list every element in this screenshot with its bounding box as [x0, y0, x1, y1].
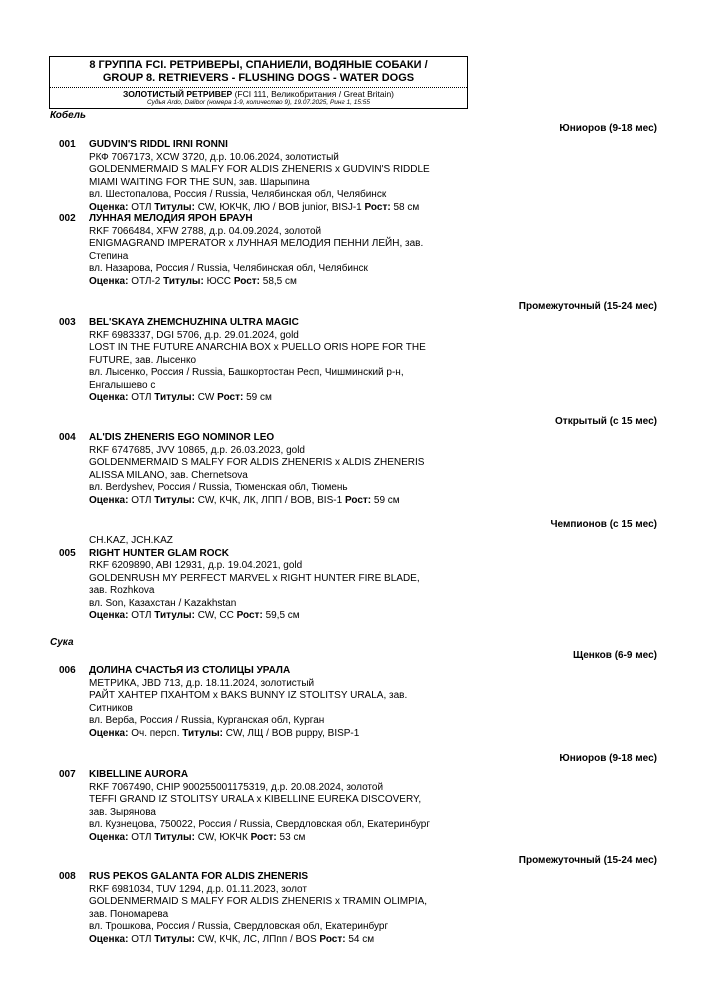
class-heading: Юниоров (9-18 мес): [559, 123, 657, 134]
group-title-ru: 8 ГРУППА FCI. РЕТРИВЕРЫ, СПАНИЕЛИ, ВОДЯНЫЕ СОБАКИ /: [89, 59, 428, 71]
entry-line: зав. Rozhkova: [89, 585, 155, 596]
entry-line: RKF 6209890, ABI 12931, д.р. 19.04.2021, gold: [89, 560, 303, 571]
entry-line: RKF 6983337, DGI 5706, д.р. 29.01.2024, gold: [89, 329, 299, 341]
entry-number: 007: [59, 769, 76, 780]
entry-line: вл. Трошкова, Россия / Russia, Свердловская обл, Екатеринбург: [89, 921, 389, 932]
entry-line: вл. Son, Казахстан / Kazakhstan: [89, 597, 237, 609]
entry-line: RKF 6747685, JVV 10865, д.р. 26.03.2023, gold: [89, 444, 305, 456]
entry-result: Оценка: ОТЛ Титулы: CW, CC Рост: 59,5 см: [89, 610, 300, 621]
class-heading: Промежуточный (15-24 мес): [518, 301, 657, 312]
entry-line: Степина: [89, 250, 129, 262]
dog-name: ЛУННАЯ МЕЛОДИЯ ЯРОН БРАУН: [89, 213, 253, 224]
judge-info: Судья Ardo, Dalibor (номера 1-9, количество 9), 19.07.2025, Ринг 1, 15:55: [147, 99, 370, 106]
section-male: Кобель: [50, 110, 86, 121]
entry-number: 002: [59, 213, 76, 224]
entry-result: Оценка: ОТЛ Титулы: CW Рост: 59 см: [89, 392, 272, 403]
entry-line: вл. Шестопалова, Россия / Russia, Челябинская обл, Челябинск: [89, 189, 387, 200]
entry-number: 006: [59, 665, 76, 676]
entry-line: РАЙТ ХАНТЕР ПХАНТОМ x BAKS BUNNY IZ STOLITSY URALA, зав.: [89, 690, 408, 701]
entry-line: ENIGMAGRAND IMPERATOR x ЛУННАЯ МЕЛОДИЯ ПЕННИ ЛЕЙН, зав.: [89, 238, 424, 249]
entry-line: RKF 7067490, CHIP 900255001175319, д.р. 20.08.2024, золотой: [89, 781, 384, 793]
section-female: Сука: [50, 637, 74, 648]
entry-line: вл. Назарова, Россия / Russia, Челябинская обл, Челябинск: [89, 263, 368, 274]
entry-line: GOLDENMERMAID S MALFY FOR ALDIS ZHENERIS x GUDVIN'S RIDDLE: [89, 164, 430, 175]
entry-line: TEFFI GRAND IZ STOLITSY URALA x KIBELLINE EUREKA DISCOVERY,: [89, 794, 422, 805]
catalog-header: [49, 56, 468, 109]
class-heading: Чемпионов (с 15 мес): [550, 519, 657, 530]
entry-line: RKF 6981034, TUV 1294, д.р. 01.11.2023, золот: [89, 883, 307, 895]
class-heading: Юниоров (9-18 мес): [559, 753, 657, 764]
dog-name: RUS PEKOS GALANTA FOR ALDIS ZHENERIS: [89, 871, 309, 882]
class-heading: Открытый (с 15 мес): [555, 416, 657, 427]
entry-number: 003: [59, 317, 76, 328]
entry-line: вл. Berdyshev, Россия / Russia, Тюменская обл, Тюмень: [89, 482, 348, 493]
entry-line: вл. Верба, Россия / Russia, Курганская обл, Курган: [89, 715, 325, 726]
entry-line: LOST IN THE FUTURE ANARCHIA BOX x PUELLO ORIS HOPE FOR THE: [89, 342, 426, 353]
breed-title: [50, 88, 467, 99]
class-heading: Щенков (6-9 мес): [573, 650, 657, 661]
entry-line: вл. Лысенко, Россия / Russia, Башкортостан Респ, Чишминский р-н,: [89, 367, 404, 378]
entry-line: GOLDENRUSH MY PERFECT MARVEL x RIGHT HUNTER FIRE BLADE,: [89, 572, 420, 584]
entry-number: 005: [59, 547, 76, 559]
entry-line: зав. Зырянова: [89, 806, 156, 818]
entry-line: Енгалышево с: [89, 379, 156, 391]
entry-result: Оценка: Оч. персп. Титулы: CW, ЛЩ / BOB puppy, BISP-1: [89, 727, 360, 739]
breed-info: (FCI 111, Великобритания / Great Britain): [234, 89, 394, 99]
class-heading: Промежуточный (15-24 мес): [518, 855, 657, 866]
dog-name: ДОЛИНА СЧАСТЬЯ ИЗ СТОЛИЦЫ УРАЛА: [89, 665, 291, 676]
entry-result: Оценка: ОТЛ Титулы: CW, КЧК, ЛС, ЛПпп / BOS Рост: 54 см: [89, 933, 375, 945]
dog-name: AL'DIS ZHENERIS EGO NOMINOR LEO: [89, 432, 275, 443]
entry-result: Оценка: ОТЛ Титулы: CW, КЧК, ЛК, ЛПП / BOB, BIS-1 Рост: 59 см: [89, 494, 400, 506]
entry-result: Оценка: ОТЛ Титулы: CW, ЮКЧК, ЛЮ / BOB junior, BISJ-1 Рост: 58 см: [89, 201, 420, 213]
dog-name: BEL'SKAYA ZHEMCHUZHINA ULTRA MAGIC: [89, 317, 299, 328]
entry-line: Ситников: [89, 702, 133, 714]
entry-number: 008: [59, 871, 76, 882]
entry-line: GOLDENMERMAID S MALFY FOR ALDIS ZHENERIS x TRAMIN OLIMPIA,: [89, 896, 428, 907]
breed-name: ЗОЛОТИСТЫЙ РЕТРИВЕР: [122, 89, 233, 99]
group-title: [50, 57, 467, 88]
entry-number: 004: [59, 432, 76, 443]
entry-line: РКФ 7067173, XCW 3720, д.р. 10.06.2024, золотистый: [89, 151, 339, 163]
dog-titles-prefix: CH.KAZ, JCH.KAZ: [89, 535, 173, 546]
entry-line: зав. Пономарева: [89, 908, 169, 920]
entry-line: МЕТРИКА, JBD 713, д.р. 18.11.2024, золотистый: [89, 677, 315, 689]
entry-line: RKF 7066484, XFW 2788, д.р. 04.09.2024, золотой: [89, 225, 322, 237]
entry-line: ALISSA MILANO, зав. Chernetsova: [89, 469, 248, 481]
entry-line: вл. Кузнецова, 750022, Россия / Russia, Свердловская обл, Екатеринбург: [89, 819, 430, 830]
group-title-en: GROUP 8. RETRIEVERS - FLUSHING DOGS - WATER DOGS: [102, 72, 415, 84]
dog-name: KIBELLINE AURORA: [89, 769, 189, 780]
entry-line: MIAMI WAITING FOR THE SUN, зав. Шарыпина: [89, 176, 310, 188]
entry-line: GOLDENMERMAID S MALFY FOR ALDIS ZHENERIS x ALDIS ZHENERIS: [89, 457, 425, 468]
entry-line: FUTURE, зав. Лысенко: [89, 354, 197, 366]
entry-result: Оценка: ОТЛ-2 Титулы: ЮСС Рост: 58,5 см: [89, 275, 297, 287]
dog-name: RIGHT HUNTER GLAM ROCK: [89, 547, 229, 559]
entry-number: 001: [59, 139, 76, 150]
dog-name: GUDVIN'S RIDDL IRNI RONNI: [89, 139, 228, 150]
entry-result: Оценка: ОТЛ Титулы: CW, ЮКЧК Рост: 53 см: [89, 831, 306, 843]
